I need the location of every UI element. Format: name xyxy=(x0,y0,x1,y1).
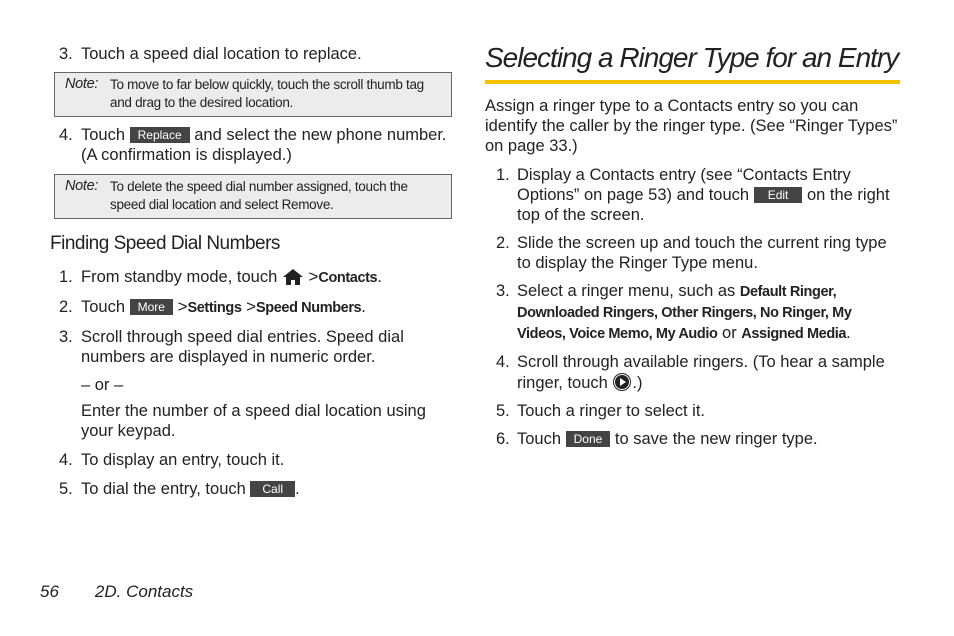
step-slide-screen: 2. Slide the screen up and touch the current ring type to display the Ringer Type menu. xyxy=(496,234,887,272)
edit-button[interactable]: Edit xyxy=(754,187,803,203)
step-select-ringer-menu: 3. Select a ringer menu, such as Default Ringer, Downloaded Ringers, Other Ringers, No Ringer, My Videos, Voice Memo, My Audio or Assigned Media. xyxy=(496,282,852,342)
step-display-entry: 4. To display an entry, touch it. xyxy=(59,451,285,469)
left-column xyxy=(40,44,458,508)
section-name: 2D. Contacts xyxy=(94,582,194,601)
title-rule xyxy=(485,80,900,84)
step-touch-done: 6. Touch Done to save the new ringer type. xyxy=(496,430,818,448)
step-scroll-entries: 3. Scroll through speed dial entries. Speed dial numbers are displayed in numeric order. xyxy=(59,328,404,366)
play-icon[interactable] xyxy=(612,372,632,392)
step-touch-replace: 4. Touch Replace and select the new phone number. (A confirmation is displayed.) xyxy=(59,126,447,164)
or-separator: – or – xyxy=(81,376,124,394)
note-scroll-thumb: Note: To move to far below quickly, touch the scroll thumb tag and drag to the desired location. xyxy=(54,72,452,117)
step-standby: 1. From standby mode, touch >Contacts. xyxy=(59,267,382,286)
step-scroll-ringers: 4. Scroll through available ringers. (To hear a sample ringer, touch .) xyxy=(496,353,885,392)
note-delete-speed-dial: Note: To delete the speed dial number assigned, touch the speed dial location and select Remove. xyxy=(54,174,452,219)
intro-paragraph: Assign a ringer type to a Contacts entry so you can identify the caller by the ringer type. (See “Ringer Types” on page 33.) xyxy=(485,97,898,155)
step-more-settings: 2. Touch More >Settings >Speed Numbers. xyxy=(59,297,366,316)
step-touch-speed-dial: 3. Touch a speed dial location to replace. xyxy=(59,45,362,63)
section-heading: Finding Speed Dial Numbers xyxy=(50,233,280,254)
step-display-contact: 1. Display a Contacts entry (see “Contacts Entry Options” on page 53) and touch Edit on the right top of the screen. xyxy=(496,166,890,224)
step-dial-entry: 5. To dial the entry, touch Call . xyxy=(59,480,300,498)
keypad-alternative: Enter the number of a speed dial location using your keypad. xyxy=(81,402,426,440)
call-button[interactable]: Call xyxy=(250,481,295,497)
page-footer xyxy=(40,582,193,602)
home-icon[interactable] xyxy=(282,268,304,286)
page-number: 56 xyxy=(40,582,59,601)
replace-button[interactable]: Replace xyxy=(130,127,190,143)
step-select-ringer: 5. Touch a ringer to select it. xyxy=(496,402,706,420)
right-column xyxy=(485,40,900,457)
page-title: Selecting a Ringer Type for an Entry xyxy=(485,42,899,73)
done-button[interactable]: Done xyxy=(566,431,611,447)
more-button[interactable]: More xyxy=(130,299,173,315)
